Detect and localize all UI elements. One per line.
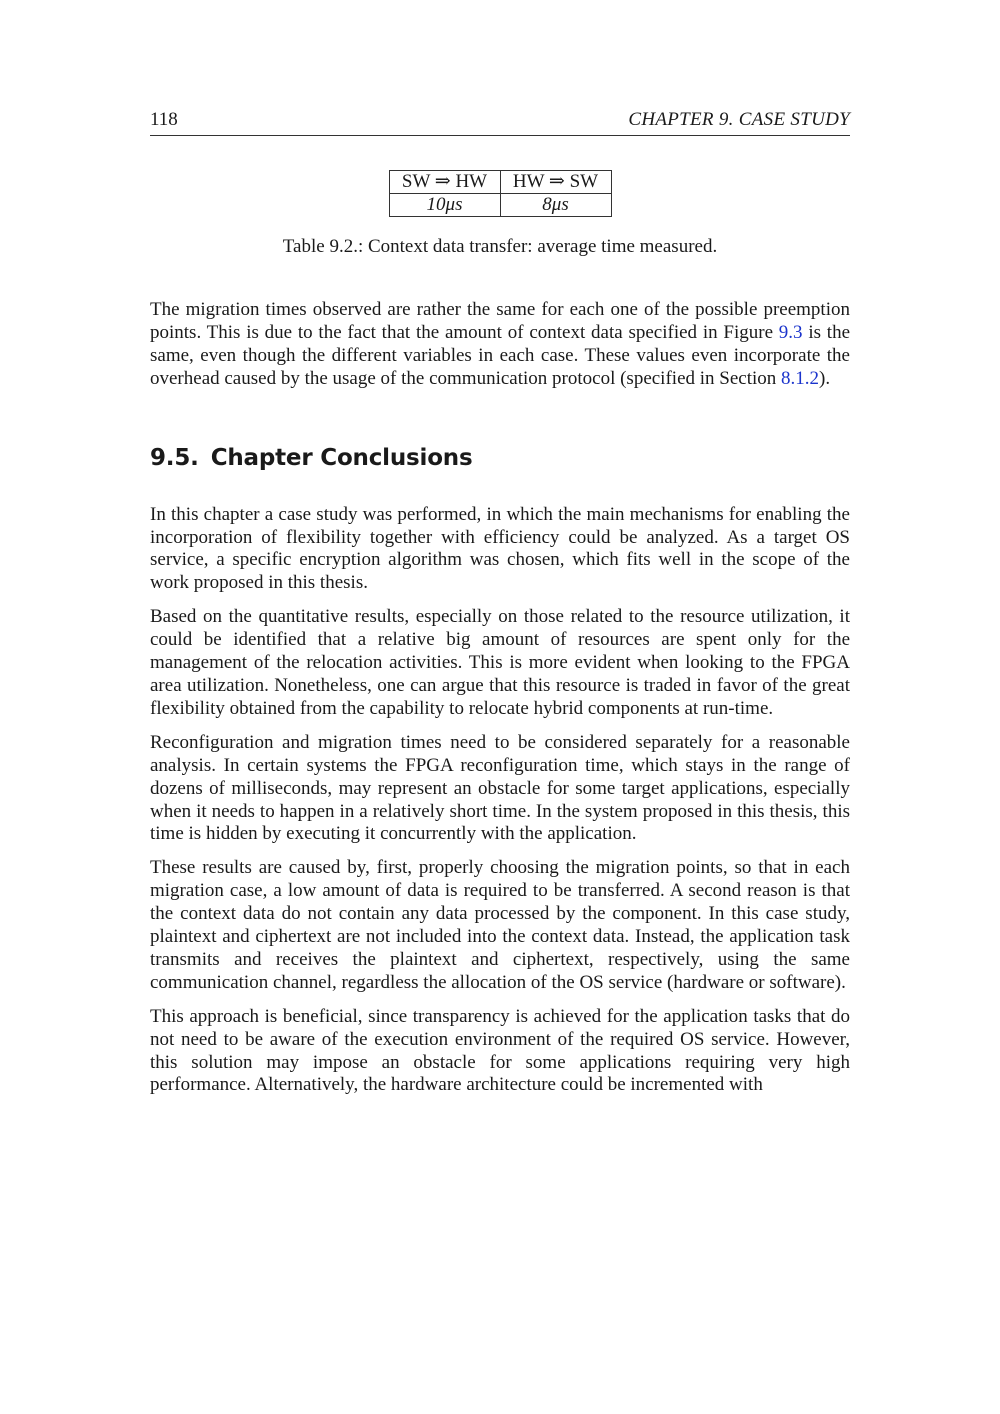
body-paragraph: These results are caused by, first, properly choosing the migration points, so that in each migration case, a low amount of data is required to be transferred. A second reason is that the context data do not contain any data processed by the component. In this case study, plaintext and ciphertext are not included into the context data. Instead, the application task transmits and receives the plaintext and ciphertext, respectively, using the same communication channel, regardless the allocation of the OS service (hardware or software). xyxy=(150,857,850,993)
table-cell: 8μs xyxy=(500,194,611,217)
body-paragraph: In this chapter a case study was performed, in which the main mechanisms for enabling the incorporation of flexibility together with efficiency could be analyzed. As a target OS service, a specific encryption algorithm was chosen, which fits well in the scope of the work proposed in this thesis. xyxy=(150,503,850,594)
intro-paragraph xyxy=(150,299,850,391)
table-container xyxy=(150,170,850,217)
intro-text: The migration times observed are rather the same for each one of the possible preemption points. This is due to the fact that the amount of context data specified in Figure xyxy=(150,299,850,343)
body-paragraph: This approach is beneficial, since transparency is achieved for the application tasks that do not need to be aware of the execution environment of the required OS service. However, this solution may impose an obstacle for some applications requiring very high performance. Alternatively, the hardware architecture could be incremented with xyxy=(150,1005,850,1096)
table-cell: 10μs xyxy=(389,194,500,217)
section-title: Chapter Conclusions xyxy=(210,444,473,471)
intro-text: ). xyxy=(819,367,831,389)
page xyxy=(150,108,850,1097)
intro-text: is the same, even though the different variables in each case. These values even incorporate the overhead caused by the usage of the communication protocol (specified in Section xyxy=(150,321,850,389)
body-paragraph: Reconfiguration and migration times need to be considered separately for a reasonable analysis. In certain systems the FPGA reconfiguration time, which stays in the range of dozens of milliseconds, may represent an obstacle for some target applications, especially when it needs to happen in a relatively short time. In the system proposed in this thesis, this time is hidden by executing it concurrently with the application. xyxy=(150,731,850,845)
table-header-cell: HW ⇒ SW xyxy=(500,171,611,194)
section-heading xyxy=(150,443,850,473)
section-link[interactable]: 8.1.2 xyxy=(781,367,820,389)
chapter-title: CHAPTER 9. CASE STUDY xyxy=(628,109,850,130)
context-transfer-table xyxy=(389,170,612,217)
table-row xyxy=(389,194,611,217)
figure-link[interactable]: 9.3 xyxy=(778,321,803,343)
section-body xyxy=(150,504,850,1098)
body-paragraph: Based on the quantitative results, especially on those related to the resource utilization, it could be identified that a relative big amount of resources are spent only for the management of the relocation activities. This is more evident when looking to the FPGA area utilization. Nonetheless, one can argue that this resource is traded in favor of the great flexibility obtained from the capability to relocate hybrid components at run-time. xyxy=(150,606,850,719)
table-caption: Table 9.2.: Context data transfer: average time measured. xyxy=(282,236,718,257)
page-number: 118 xyxy=(150,109,178,130)
table-header-row xyxy=(389,171,611,194)
running-header xyxy=(150,108,850,136)
table-header-cell: SW ⇒ HW xyxy=(389,171,500,194)
section-number: 9.5. xyxy=(150,444,199,471)
